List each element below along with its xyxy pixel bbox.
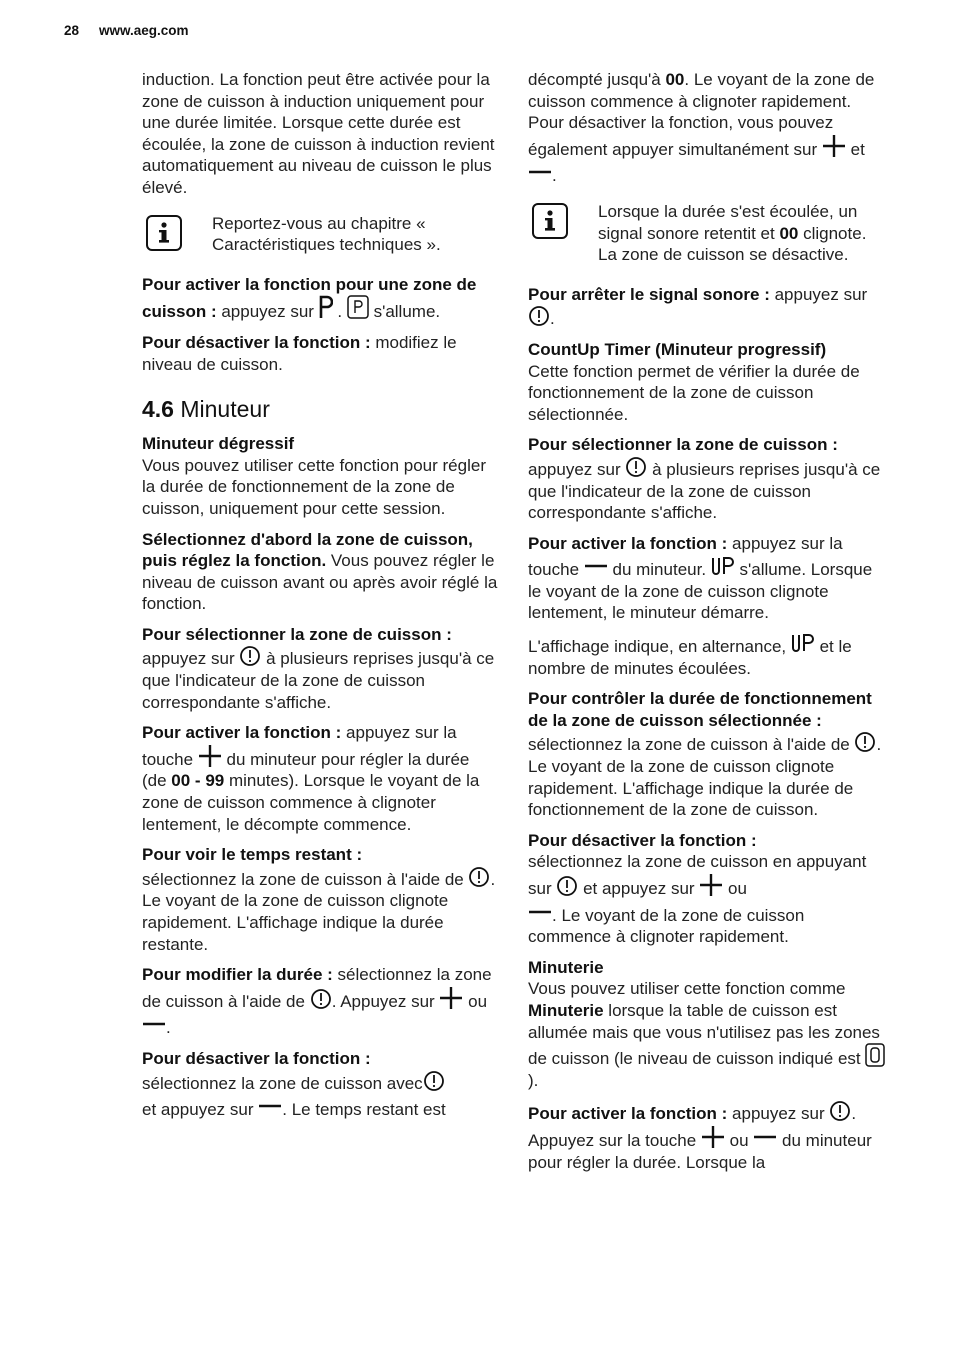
text: modifiez le niveau de cuisson. [142, 332, 457, 374]
timer-icon [310, 988, 332, 1010]
bold-label: Sélectionnez d'abord la zone de cuisson, puis réglez la fonction. [142, 529, 473, 571]
power-boost-p-icon [319, 295, 333, 319]
zero-display-icon [865, 1043, 885, 1067]
info-note [142, 213, 498, 256]
text: . [552, 166, 557, 186]
text: appuyez sur [769, 284, 868, 304]
text: . Le voyant de la zone de cuisson clignote rapidement. L'affichage indique la durée de fonctionnement de la zone de cuisson. [528, 735, 882, 820]
text: à plusieurs reprises jusqu'à ce que l'indicateur de la zone de cuisson correspondante s'affiche. [528, 459, 881, 523]
text: . Appuyez sur [331, 991, 440, 1011]
info-note-text [598, 201, 890, 266]
text: appuyez sur [727, 1104, 830, 1124]
text: et appuyez sur [142, 1100, 259, 1120]
info-note [528, 201, 890, 266]
text: Vous pouvez utiliser cette fonction comme [528, 979, 846, 999]
right-column [528, 69, 890, 1182]
paragraph [142, 1048, 498, 1121]
text: sélectionnez la zone de cuisson en appuyant sur [528, 852, 867, 898]
bold-label: Pour activer la fonction : [528, 1104, 728, 1124]
text: appuyez sur [216, 302, 319, 322]
bold-label: CountUp Timer (Minuteur progressif) [528, 339, 827, 359]
paragraph [142, 722, 498, 835]
timer-icon [854, 731, 876, 753]
timer-icon [468, 866, 490, 888]
paragraph [528, 69, 890, 187]
bold-label: Pour contrôler la durée de fonctionnement de la zone de cuisson sélectionnée : [528, 689, 872, 730]
text: sélectionnez la zone de cuisson avec [142, 1073, 423, 1093]
up-display-icon [791, 633, 815, 653]
bold-label: Pour désactiver la fonction : [142, 1048, 371, 1068]
subheading-countup-timer [528, 339, 890, 361]
text: ou [463, 991, 488, 1011]
plus-icon [439, 986, 463, 1010]
paragraph [142, 624, 498, 713]
paragraph: Vous pouvez utiliser cette fonction pour régler la durée de fonctionnement de la zone de cuisson, uniquement pour cette session. [142, 455, 486, 518]
bold-label: Pour sélectionner la zone de cuisson : [142, 624, 452, 644]
bold-label: Minuteur dégressif [142, 434, 295, 454]
text: . Le voyant de la zone de cuisson clignote rapidement. L'affichage indique la durée restante. [142, 869, 496, 954]
minus-icon [753, 1125, 777, 1149]
intro-paragraph: induction. La fonction peut être activée pour la zone de cuisson à induction uniquement pour une durée limitée. Lorsque cette durée est écoulée, la zone de cuisson à induction revient automatiquement au niveau de cuisson le plus élevé. [142, 70, 495, 197]
left-column [142, 69, 498, 1130]
plus-icon [699, 873, 723, 897]
text: appuyez sur la touche [142, 723, 457, 769]
text: sélectionnez la zone de cuisson à l'aide de [142, 965, 492, 1011]
paragraph [528, 434, 890, 523]
paragraph-activate-zone [142, 274, 498, 323]
minus-icon [258, 1094, 282, 1118]
paragraph [142, 844, 498, 955]
paragraph [528, 633, 890, 679]
section-heading [142, 395, 498, 423]
bold-value: 00 [779, 223, 799, 243]
text: . [332, 302, 347, 322]
paragraph-deactivate [142, 332, 498, 375]
text: . [550, 309, 555, 329]
text: minutes). Lorsque le voyant de la zone de cuisson commence à clignoter lentement, le décompte commence. [142, 771, 480, 834]
up-display-icon [711, 556, 735, 576]
info-note-text: Reportez-vous au chapitre « Caractéristiques techniques ». [212, 213, 441, 255]
bold-label: Pour activer la fonction pour une zone de cuisson : [142, 274, 477, 322]
bold-label: Pour désactiver la fonction : [142, 332, 371, 352]
text: sélectionnez la zone de cuisson à l'aide de [528, 735, 855, 755]
text: décompté jusqu'à [528, 70, 666, 89]
timer-icon [625, 456, 647, 478]
text: L'affichage indique, en alternance, [528, 637, 791, 657]
paragraph [142, 964, 498, 1039]
text: . Appuyez sur la touche [528, 1104, 857, 1150]
header-url: www.aeg.com [99, 23, 189, 38]
paragraph: Cette fonction permet de vérifier la durée de fonctionnement de la zone de cuisson sélectionnée. [528, 361, 860, 424]
paragraph [528, 533, 890, 624]
bold-value: 00 - 99 [171, 771, 225, 791]
page-number: 28 [64, 23, 80, 38]
text: et [845, 139, 865, 159]
text: sélectionnez la zone de cuisson à l'aide de [142, 869, 469, 889]
info-icon [146, 215, 182, 251]
text: Vous pouvez régler le niveau de cuisson avant ou après avoir réglé la fonction. [142, 551, 498, 614]
text: lorsque la table de cuisson est allumée mais que vous n'utilisez pas les zones de cuisson (le niveau de cuisson indiqué est [528, 1000, 880, 1069]
bold-label: Pour désactiver la fonction : [528, 830, 757, 850]
bold-label: Pour arrêter le signal sonore : [528, 284, 770, 304]
text: . Le voyant de la zone de cuisson commence à clignoter rapidement. [528, 905, 805, 947]
info-icon [532, 203, 568, 239]
power-boost-display-icon [347, 295, 369, 319]
paragraph [528, 978, 890, 1091]
text: s'allume. Lorsque le voyant de la zone de cuisson clignote lentement, le minuteur démarre. [528, 560, 873, 623]
section-number: 4.6 [142, 396, 174, 423]
plus-icon [701, 1125, 725, 1149]
minus-icon [584, 554, 608, 578]
text: Lorsque la durée s'est écoulée, un signal sonore retentit et [598, 201, 858, 243]
timer-icon [423, 1070, 445, 1092]
text: ou [724, 1130, 754, 1150]
text: du minuteur pour régler la durée (de [142, 749, 470, 791]
paragraph [528, 688, 890, 821]
paragraph [528, 1100, 890, 1173]
text: du minuteur pour régler la durée. Lorsque la [528, 1130, 872, 1172]
text: appuyez sur [142, 649, 240, 669]
bold-value: 00 [665, 70, 685, 89]
bold-label: Pour voir le temps restant : [142, 845, 363, 865]
subheading-minuterie [528, 957, 890, 979]
page-header [64, 23, 189, 38]
text: à plusieurs reprises jusqu'à ce que l'indicateur de la zone de cuisson correspondante s'affiche. [142, 649, 495, 712]
timer-icon [239, 645, 261, 667]
plus-icon [822, 134, 846, 158]
text: et appuyez sur [578, 879, 700, 898]
bold-label: Pour sélectionner la zone de cuisson : [528, 435, 838, 455]
text: et le nombre de minutes écoulées. [528, 637, 852, 678]
minus-icon [528, 900, 552, 924]
text: du minuteur. [607, 560, 711, 580]
section-title: Minuteur [180, 396, 270, 423]
timer-icon [528, 305, 550, 327]
text: ). [528, 1070, 539, 1090]
paragraph [142, 529, 498, 615]
bold-label: Pour modifier la durée : [142, 965, 333, 985]
text: . [166, 1018, 171, 1038]
subheading-minuteur-degressif [142, 433, 498, 455]
text: clignote. La zone de cuisson se désactive. [598, 223, 867, 265]
plus-icon [198, 744, 222, 768]
bold-label: Minuterie [528, 957, 604, 977]
bold-label: Pour activer la fonction : [528, 533, 728, 553]
timer-icon [556, 875, 578, 897]
minus-icon [528, 160, 552, 184]
paragraph [528, 830, 890, 948]
text: ou [723, 879, 747, 898]
text: appuyez sur [528, 459, 626, 479]
paragraph [528, 284, 890, 330]
minus-icon [142, 1012, 166, 1036]
text: . Le temps restant est [282, 1100, 446, 1120]
text: . Le voyant de la zone de cuisson commence à clignoter rapidement. Pour désactiver la fonction, vous pouvez également appuyer simultanément sur [528, 70, 875, 159]
bold-value: Minuterie [528, 1000, 604, 1020]
text: s'allume. [368, 302, 441, 322]
text: appuyez sur la touche [528, 533, 843, 580]
timer-icon [829, 1100, 851, 1122]
bold-label: Pour activer la fonction : [142, 723, 342, 743]
